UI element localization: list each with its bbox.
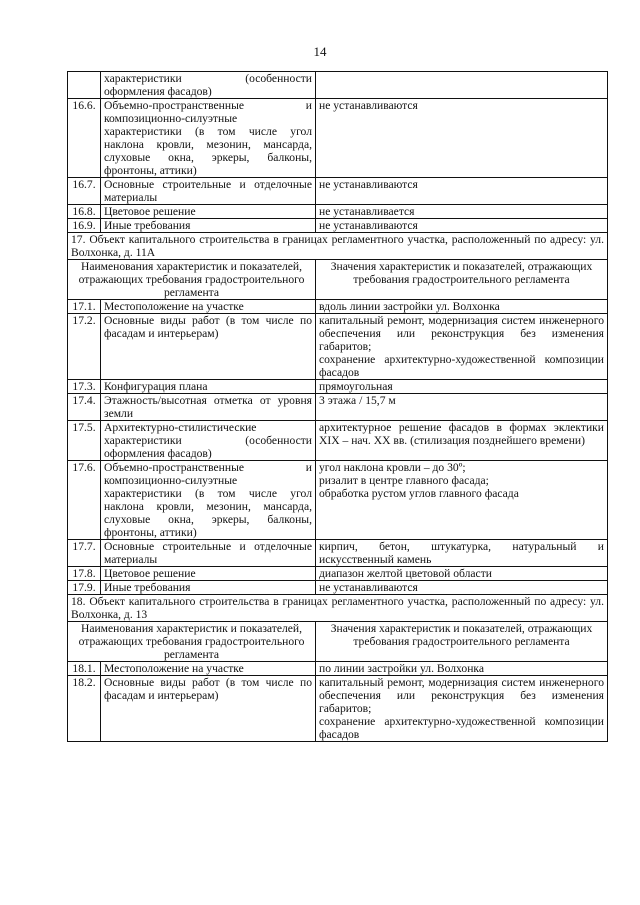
row-value xyxy=(316,567,608,581)
row-name: Основные строительные и отделочные материалы xyxy=(101,540,316,567)
value-line: капитальный ремонт, модернизация систем инженерного обеспечения или реконструкция без изменения габаритов; xyxy=(319,314,604,353)
table-row xyxy=(68,380,608,394)
value-line: обработка рустом углов главного фасада xyxy=(319,487,519,500)
row-number xyxy=(68,72,101,99)
table-row xyxy=(68,394,608,421)
row-value: не устанавливаются xyxy=(316,178,608,205)
row-number: 18.2. xyxy=(68,676,101,742)
row-name: характеристики (особенности оформления фасадов) xyxy=(101,72,316,99)
row-name: Цветовое решение xyxy=(101,567,316,581)
row-value xyxy=(316,676,608,742)
table-row xyxy=(68,72,608,99)
row-number: 17.6. xyxy=(68,461,101,540)
row-number: 16.9. xyxy=(68,219,101,233)
row-number: 16.7. xyxy=(68,178,101,205)
row-name: Объемно-пространственные и композиционно-силуэтные характеристики (в том числе угол наклона кровли, мезонин, мансарда, слуховые окна, эркеры, балконы, фронтоны, аттики) xyxy=(101,99,316,178)
header-row xyxy=(68,260,608,300)
section-title: 18. Объект капитального строительства в границах регламентного участка, расположенный по адресу: ул. Волхонка, д. 13 xyxy=(68,595,608,622)
row-name: Основные виды работ (в том числе по фасадам и интерьерам) xyxy=(101,314,316,380)
row-number: 17.8. xyxy=(68,567,101,581)
value-line: угол наклона кровли – до 30º; xyxy=(319,461,466,474)
row-number: 17.3. xyxy=(68,380,101,394)
value-line: вдоль линии застройки ул. Волхонка xyxy=(319,300,500,313)
row-name: Цветовое решение xyxy=(101,205,316,219)
row-value: не устанавливаются xyxy=(316,219,608,233)
row-number: 16.8. xyxy=(68,205,101,219)
row-value xyxy=(316,461,608,540)
section-title-row xyxy=(68,595,608,622)
value-line: кирпич, бетон, штукатурка, натуральный и искусственный камень xyxy=(319,540,604,566)
table-row xyxy=(68,581,608,595)
row-name: Иные требования xyxy=(101,219,316,233)
row-value xyxy=(316,662,608,676)
value-line: диапазон желтой цветовой области xyxy=(319,567,492,580)
table-row xyxy=(68,205,608,219)
row-number: 18.1. xyxy=(68,662,101,676)
table-row xyxy=(68,421,608,461)
value-line: сохранение архитектурно-художественной композиции фасадов xyxy=(319,715,604,741)
row-number: 17.4. xyxy=(68,394,101,421)
row-value xyxy=(316,394,608,421)
row-name: Основные виды работ (в том числе по фасадам и интерьерам) xyxy=(101,676,316,742)
table-row xyxy=(68,99,608,178)
table-row xyxy=(68,567,608,581)
row-value xyxy=(316,421,608,461)
header-value: Значения характеристик и показателей, отражающих требования градостроительного регламента xyxy=(316,622,608,662)
row-name: Местоположение на участке xyxy=(101,300,316,314)
row-number: 17.1. xyxy=(68,300,101,314)
row-value: не устанавливается xyxy=(316,205,608,219)
table-row xyxy=(68,461,608,540)
table-row xyxy=(68,676,608,742)
table-row xyxy=(68,662,608,676)
regulation-table xyxy=(67,71,608,742)
row-name: Объемно-пространственные и композиционно-силуэтные характеристики (в том числе угол наклона кровли, мезонин, мансарда, слуховые окна, эркеры, балконы, фронтоны, аттики) xyxy=(101,461,316,540)
value-line: прямоугольная xyxy=(319,380,393,393)
row-name: Местоположение на участке xyxy=(101,662,316,676)
table-row xyxy=(68,300,608,314)
table-row xyxy=(68,314,608,380)
header-value: Значения характеристик и показателей, отражающих требования градостроительного регламента xyxy=(316,260,608,300)
row-number: 17.2. xyxy=(68,314,101,380)
page-number: 14 xyxy=(313,44,327,59)
table-row xyxy=(68,178,608,205)
value-line: ризалит в центре главного фасада; xyxy=(319,474,489,487)
header-row xyxy=(68,622,608,662)
row-number: 17.9. xyxy=(68,581,101,595)
value-line: 3 этажа / 15,7 м xyxy=(319,394,396,407)
table-row xyxy=(68,540,608,567)
row-name: Иные требования xyxy=(101,581,316,595)
row-value xyxy=(316,380,608,394)
value-line: архитектурное решение фасадов в формах эклектики XIX – нач. XX вв. (стилизация позднейшего времени) xyxy=(319,421,604,447)
row-name: Основные строительные и отделочные материалы xyxy=(101,178,316,205)
section-title-row xyxy=(68,233,608,260)
row-name: Архитектурно-стилистические характеристики (особенности оформления фасадов) xyxy=(101,421,316,461)
value-line: сохранение архитектурно-художественной композиции фасадов xyxy=(319,353,604,379)
row-number: 17.5. xyxy=(68,421,101,461)
value-line: капитальный ремонт, модернизация систем инженерного обеспечения или реконструкция без изменения габаритов; xyxy=(319,676,604,715)
value-line: не устанавливаются xyxy=(319,581,418,594)
value-line: по линии застройки ул. Волхонка xyxy=(319,662,485,675)
header-name: Наименования характеристик и показателей, отражающих требования градостроительного регламента xyxy=(68,260,316,300)
row-value xyxy=(316,72,608,99)
header-name: Наименования характеристик и показателей, отражающих требования градостроительного регламента xyxy=(68,622,316,662)
row-number: 17.7. xyxy=(68,540,101,567)
section-title: 17. Объект капитального строительства в границах регламентного участка, расположенный по адресу: ул. Волхонка, д. 11А xyxy=(68,233,608,260)
row-value: не устанавливаются xyxy=(316,99,608,178)
row-name: Этажность/высотная отметка от уровня земли xyxy=(101,394,316,421)
row-name: Конфигурация плана xyxy=(101,380,316,394)
row-value xyxy=(316,314,608,380)
row-value xyxy=(316,581,608,595)
row-number: 16.6. xyxy=(68,99,101,178)
row-value xyxy=(316,300,608,314)
table-row xyxy=(68,219,608,233)
row-value xyxy=(316,540,608,567)
